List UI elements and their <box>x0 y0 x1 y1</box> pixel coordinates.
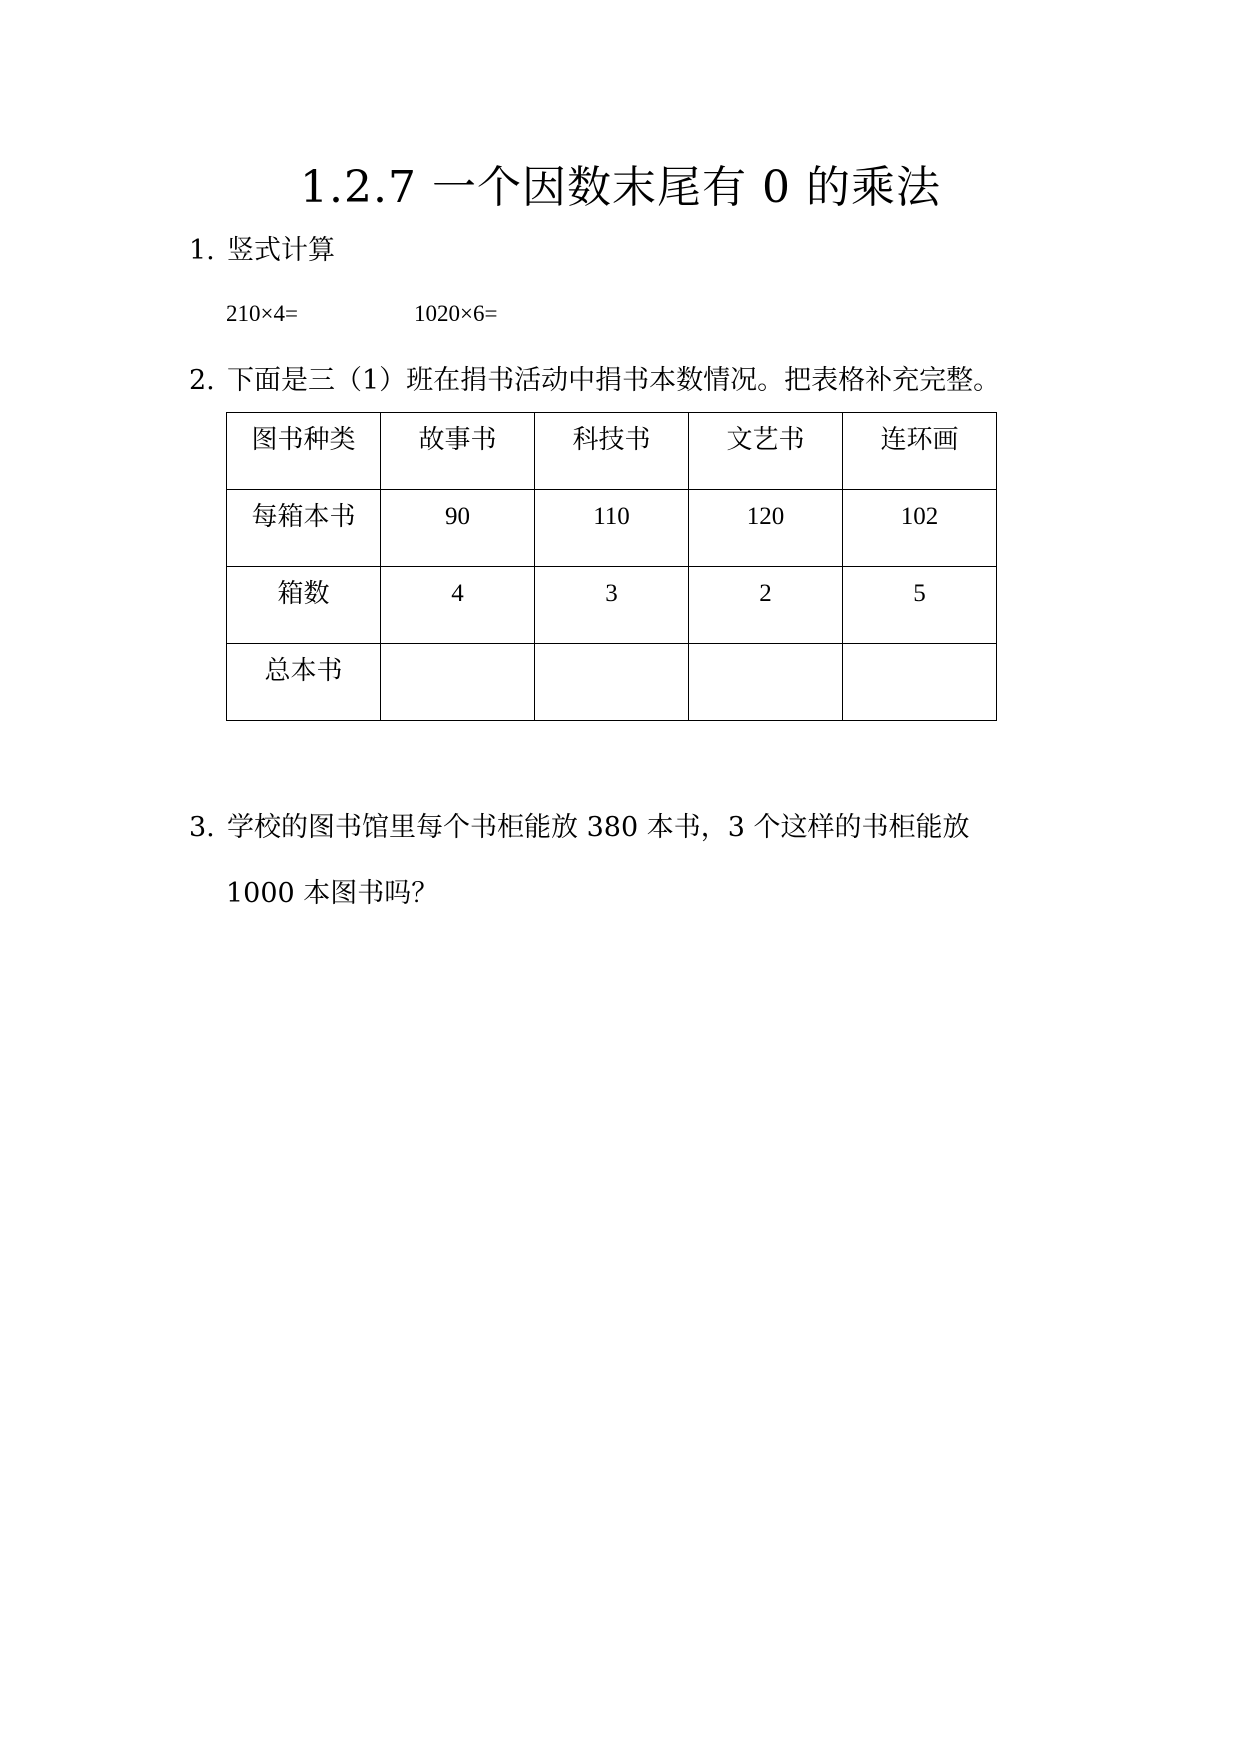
question-text: 下面是三（1）班在捐书活动中捐书本数情况。把表格补充完整。 <box>227 365 1001 396</box>
table-row <box>227 567 997 644</box>
table-row-label: 总本书 <box>227 644 381 721</box>
question-number: 2. <box>189 365 215 396</box>
calc-expression-2: 1020×6= <box>414 301 498 326</box>
table-header-cell: 连环画 <box>843 413 997 490</box>
page-title: 1.2.7 一个因数末尾有 0 的乘法 <box>300 162 941 213</box>
table-answer-cell[interactable] <box>689 644 843 721</box>
book-table <box>226 412 997 721</box>
table-cell: 5 <box>843 567 997 644</box>
table-answer-cell[interactable] <box>381 644 535 721</box>
question-3 <box>189 810 969 846</box>
question-3-continuation: 1000 本图书吗？ <box>226 878 439 909</box>
table-cell: 4 <box>381 567 535 644</box>
table-answer-cell[interactable] <box>843 644 997 721</box>
table-row <box>227 413 997 490</box>
question-1 <box>189 233 335 269</box>
question-text: 竖式计算 <box>227 235 335 266</box>
calc-expression-1: 210×4= <box>226 301 298 326</box>
table-header-cell: 故事书 <box>381 413 535 490</box>
table-row <box>227 490 997 567</box>
table-header-cell: 文艺书 <box>689 413 843 490</box>
table-cell: 102 <box>843 490 997 567</box>
question-text: 学校的图书馆里每个书柜能放 380 本书，3 个这样的书柜能放 <box>227 812 970 843</box>
table-row <box>227 644 997 721</box>
table-cell: 90 <box>381 490 535 567</box>
question-number: 3. <box>189 812 215 843</box>
table-row-label: 箱数 <box>227 567 381 644</box>
table-cell: 2 <box>689 567 843 644</box>
question-2 <box>189 363 1000 399</box>
table-cell: 3 <box>535 567 689 644</box>
table-answer-cell[interactable] <box>535 644 689 721</box>
table-cell: 110 <box>535 490 689 567</box>
question-number: 1. <box>189 235 215 266</box>
table-header-cell: 图书种类 <box>227 413 381 490</box>
table-cell: 120 <box>689 490 843 567</box>
table-row-label: 每箱本书 <box>227 490 381 567</box>
table-header-cell: 科技书 <box>535 413 689 490</box>
